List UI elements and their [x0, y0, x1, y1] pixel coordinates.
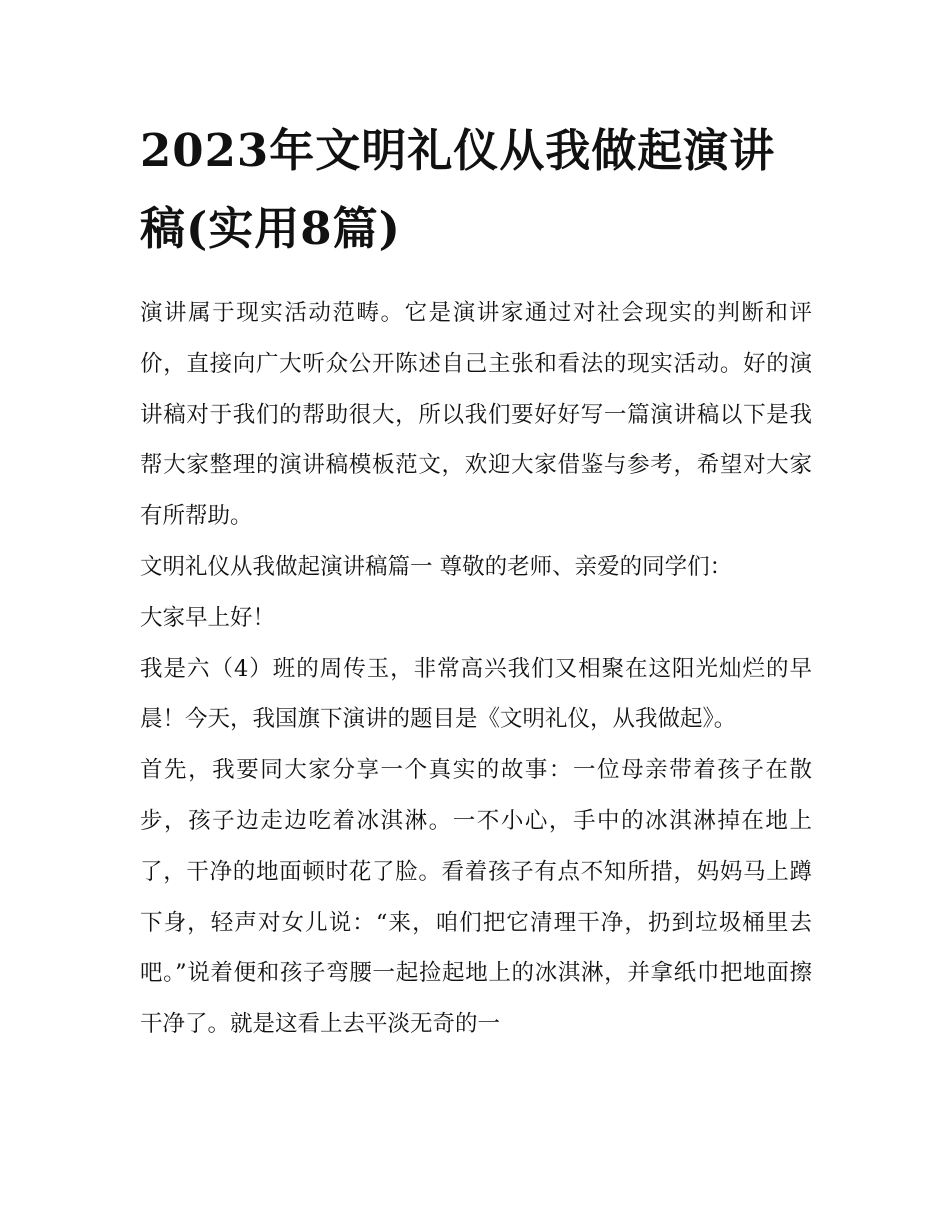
paragraph-morning-greeting: 大家早上好！ — [140, 604, 276, 631]
document-title: 2023年文明礼仪从我做起演讲稿(实用8篇) — [140, 124, 776, 255]
paragraph-intro: 演讲属于现实活动范畴。它是演讲家通过对社会现实的判断和评价，直接向广大听众公开陈述自己主张和看法的现实活动。好的演讲稿对于我们的帮助很大，所以我们要好好写一篇演讲稿以下是我帮大家整理的演讲稿模板范文，欢迎大家借鉴与参考，希望对大家有所帮助。 — [140, 300, 812, 530]
document-body — [140, 288, 812, 1050]
paragraph-story: 首先，我要同大家分享一个真实的故事：一位母亲带着孩子在散步，孩子边走边吃着冰淇淋。一不小心，手中的冰淇淋掉在地上了，干净的地面顿时花了脸。看着孩子有点不知所措，妈妈马上蹲下身，轻声对女儿说：“来，咱们把它清理干净，扔到垃圾桶里去吧。”说着便和孩子弯腰一起捡起地上的冰淇淋，并拿纸巾把地面擦干净了。就是这看上去平淡无奇的一 — [140, 757, 812, 1038]
paragraph-self-introduction: 我是六（4）班的周传玉，非常高兴我们又相聚在这阳光灿烂的早晨！今天，我国旗下演讲的题目是《文明礼仪，从我做起》。 — [140, 655, 812, 733]
paragraph-heading-greeting: 文明礼仪从我做起演讲稿篇一 尊敬的老师、亲爱的同学们： — [140, 553, 733, 580]
document-page — [140, 112, 812, 1050]
